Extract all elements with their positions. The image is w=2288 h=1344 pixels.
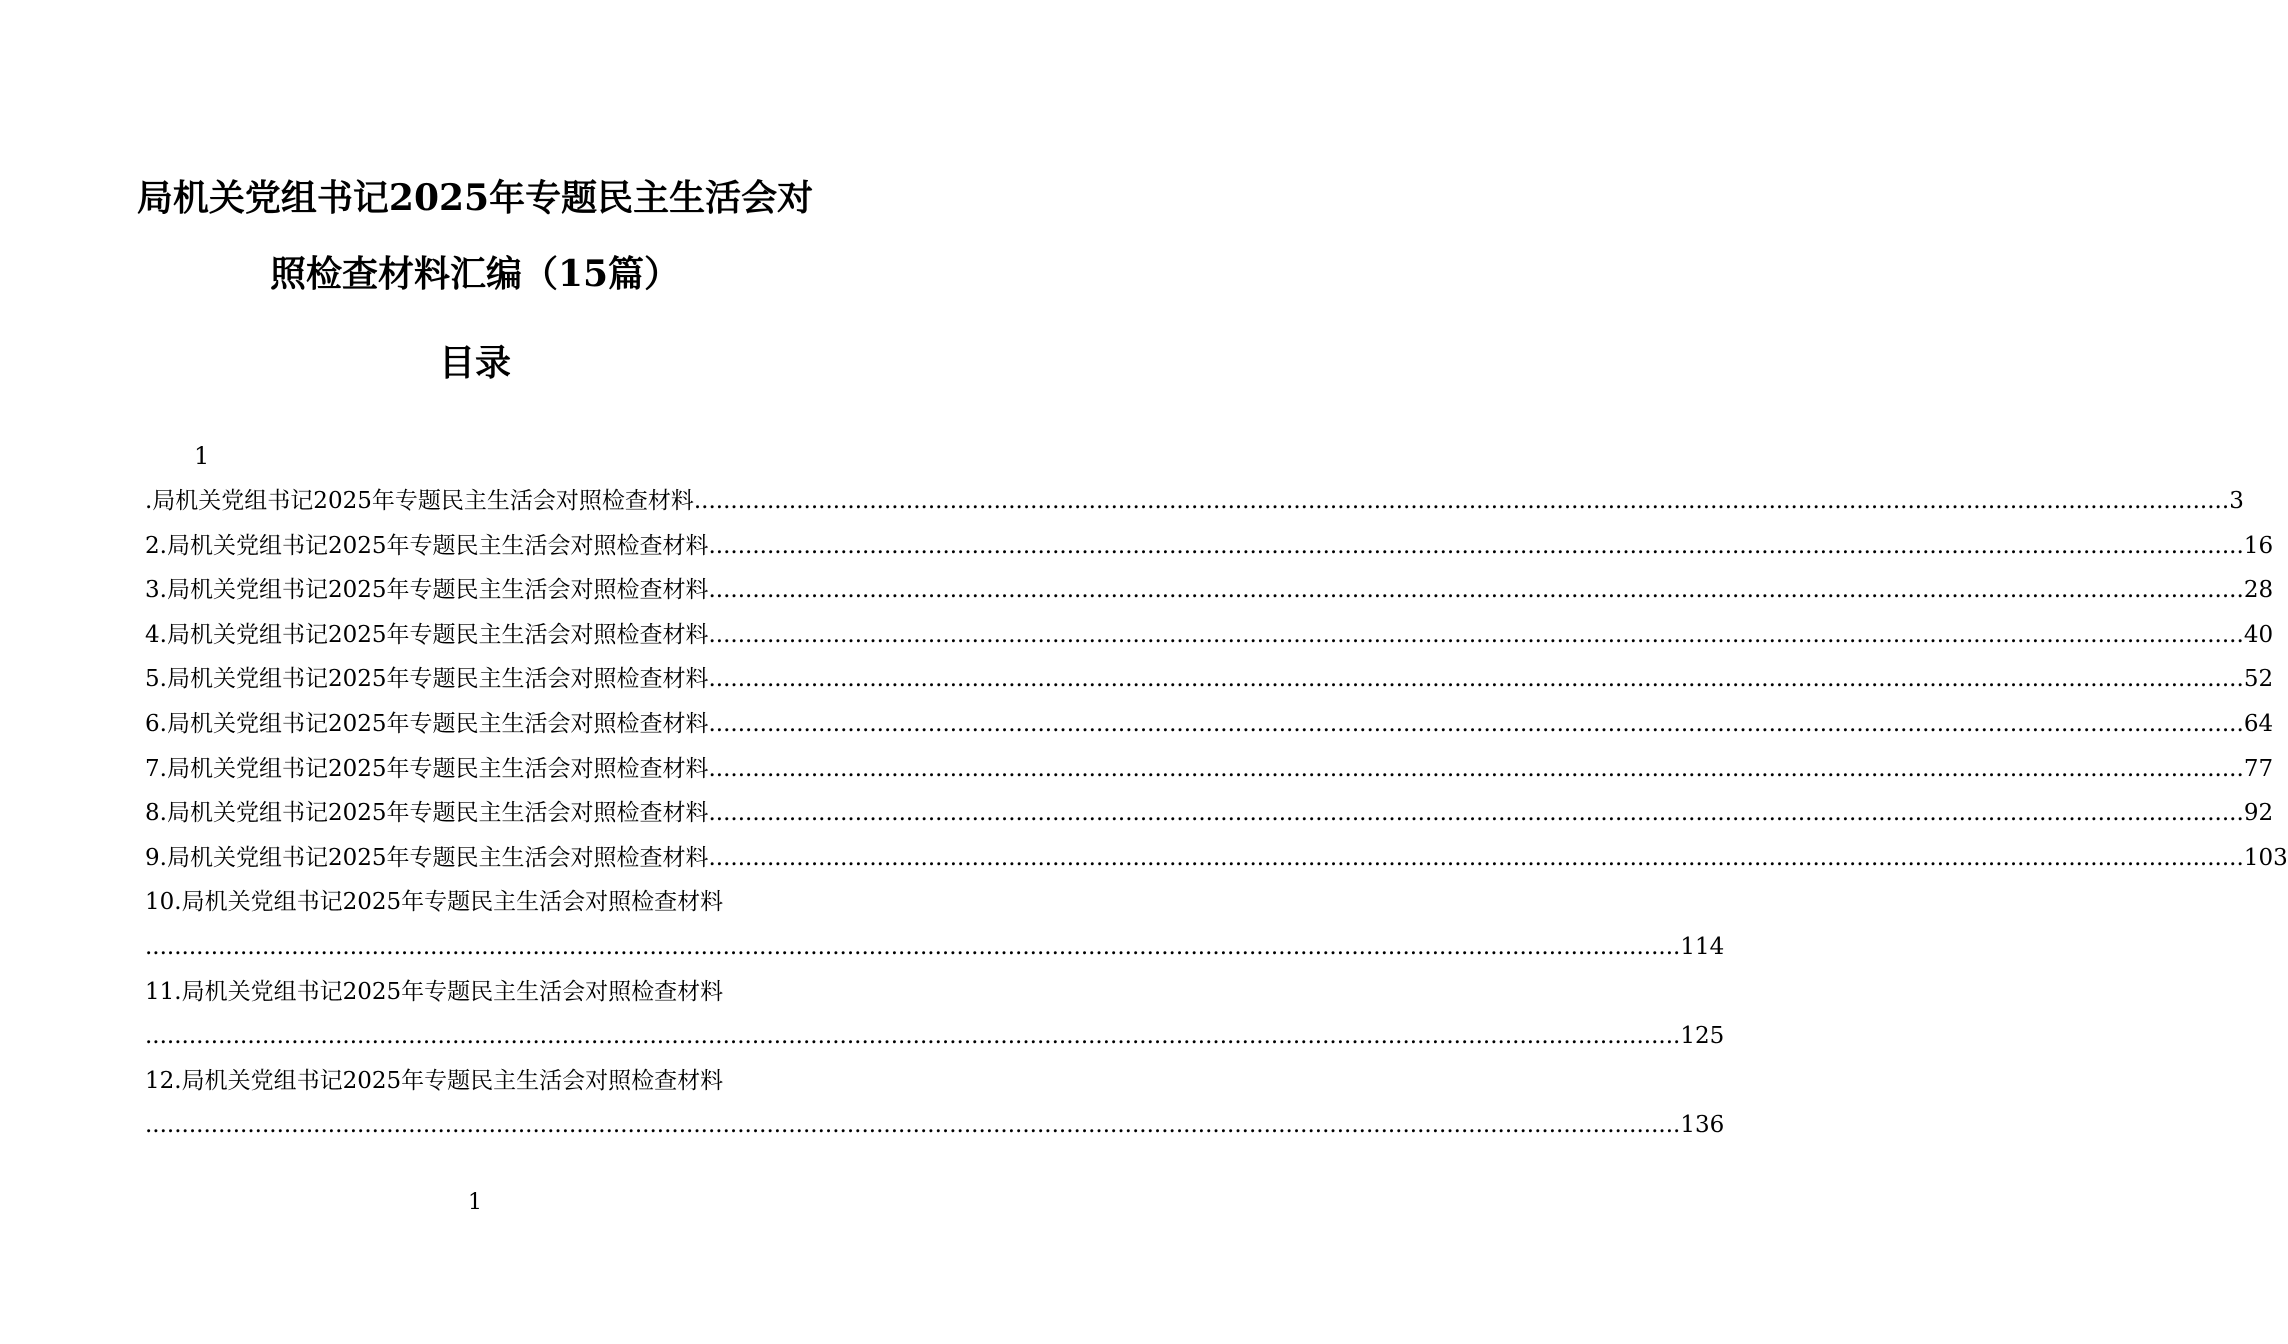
toc-leader-dots [145, 925, 1680, 970]
toc-entry-page: 125 [1680, 1023, 1725, 1050]
toc-entry[interactable] [145, 702, 2274, 747]
toc-leader-dots [708, 702, 2243, 747]
document-title [0, 160, 950, 312]
toc-entry-page: 40 [2243, 621, 2274, 648]
toc-entry-title: 12.局机关党组书记2025年专题民主生活会对照检查材料 [145, 1067, 724, 1094]
toc-entry[interactable] [145, 657, 2274, 702]
toc-entry[interactable] [145, 613, 2274, 658]
toc-leader-dots [145, 1103, 1680, 1148]
toc-entry-page: 64 [2243, 710, 2274, 737]
toc-entry[interactable] [145, 747, 2274, 792]
toc-entry-page: 136 [1680, 1112, 1725, 1139]
toc-entry-page: 114 [1680, 933, 1725, 960]
toc-entry-page: 3 [2229, 488, 2244, 514]
toc-entry-title: 11.局机关党组书记2025年专题民主生活会对照检查材料 [145, 978, 724, 1005]
title-line-2: 照检查材料汇编（15篇） [269, 253, 681, 295]
toc-entry[interactable] [145, 524, 2274, 569]
toc-leader-dots [708, 524, 2243, 569]
toc-entry[interactable] [145, 1059, 806, 1104]
toc-entry-title: 4.局机关党组书记2025年专题民主生活会对照检查材料 [145, 621, 709, 648]
toc-entry[interactable] [145, 568, 2274, 613]
toc-entry[interactable] [145, 479, 2244, 524]
toc-leader-dots [694, 479, 2229, 524]
toc-entry-page: 77 [2243, 755, 2274, 782]
title-line-1: 局机关党组书记2025年专题民主生活会对 [136, 177, 814, 219]
toc-entry-page: 103 [2243, 844, 2288, 871]
toc-entry-page: 28 [2243, 577, 2274, 604]
toc-entry-title: 3.局机关党组书记2025年专题民主生活会对照检查材料 [145, 577, 709, 604]
toc-leader-dots [708, 657, 2243, 702]
toc-entry-continuation[interactable] [145, 1014, 1725, 1059]
toc-entry[interactable] [145, 880, 806, 925]
toc-entry[interactable] [145, 791, 2274, 836]
page-number: 1 [468, 1190, 482, 1215]
toc-entry-title: 8.局机关党组书记2025年专题民主生活会对照检查材料 [145, 800, 709, 827]
toc-heading: 目录 [438, 342, 511, 384]
toc-entry-title: 9.局机关党组书记2025年专题民主生活会对照检查材料 [145, 844, 709, 871]
toc-leader-dots [708, 836, 2243, 881]
toc-entry-title: 5.局机关党组书记2025年专题民主生活会对照检查材料 [145, 666, 709, 693]
toc-stray-number: 1 [194, 442, 210, 470]
toc-entry[interactable] [145, 836, 2288, 881]
toc-leader-dots [708, 791, 2243, 836]
toc-entry-continuation[interactable] [145, 925, 1725, 970]
toc-leader-dots [708, 747, 2243, 792]
toc-entry-title: .局机关党组书记2025年专题民主生活会对照检查材料 [145, 488, 694, 514]
toc-entry-page: 16 [2243, 532, 2274, 559]
toc-entry-page: 92 [2243, 800, 2274, 827]
toc-leader-dots [708, 613, 2243, 658]
toc-entry-title: 7.局机关党组书记2025年专题民主生活会对照检查材料 [145, 755, 709, 782]
toc-entry-title: 6.局机关党组书记2025年专题民主生活会对照检查材料 [145, 710, 709, 737]
toc-entry-title: 10.局机关党组书记2025年专题民主生活会对照检查材料 [145, 889, 724, 916]
toc-entry[interactable] [145, 970, 806, 1015]
toc-entry-page: 52 [2243, 666, 2274, 693]
toc-entry-title: 2.局机关党组书记2025年专题民主生活会对照检查材料 [145, 532, 709, 559]
table-of-contents [145, 479, 2288, 1148]
toc-leader-dots [708, 568, 2243, 613]
toc-leader-dots [145, 1014, 1680, 1059]
toc-entry-continuation[interactable] [145, 1103, 1725, 1148]
